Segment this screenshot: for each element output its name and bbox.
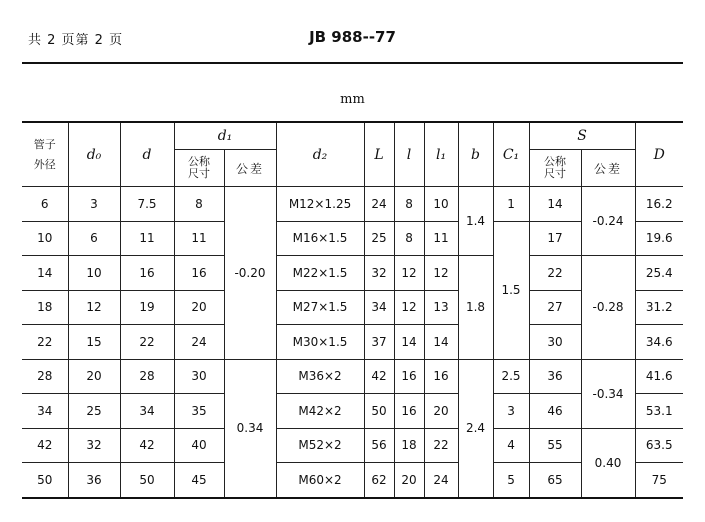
cell-b: 1.8 — [458, 256, 493, 360]
header-pipe-od — [22, 122, 68, 187]
cell-d0: 3 — [68, 187, 120, 222]
cell-l: 8 — [394, 187, 424, 222]
cell-d: 7.5 — [120, 187, 174, 222]
cell-d: 50 — [120, 463, 174, 498]
cell-S: 14 — [529, 187, 581, 222]
cell-L: 34 — [364, 290, 394, 325]
cell-S: 36 — [529, 359, 581, 394]
cell-L: 50 — [364, 394, 394, 429]
cell-d2: M27×1.5 — [276, 290, 364, 325]
header-S-nominal-line1: 公称 — [544, 155, 567, 168]
cell-C1: 1.5 — [493, 221, 529, 359]
header-pipe-od-line2: 外径 — [33, 157, 56, 171]
cell-d1-tolerance: -0.20 — [224, 187, 276, 360]
document-code: JB 988--77 — [309, 28, 396, 46]
header-rule — [22, 62, 683, 64]
cell-S: 17 — [529, 221, 581, 256]
cell-d2: M30×1.5 — [276, 325, 364, 360]
table-row — [22, 256, 683, 291]
cell-d: 42 — [120, 428, 174, 463]
cell-d2: M12×1.25 — [276, 187, 364, 222]
cell-D: 41.6 — [635, 359, 683, 394]
cell-l: 16 — [394, 394, 424, 429]
cell-pipe-od: 50 — [22, 463, 68, 498]
header-L: L — [364, 122, 394, 187]
cell-L: 56 — [364, 428, 394, 463]
header-d1-nominal-line1: 公称 — [188, 155, 210, 168]
cell-d0: 36 — [68, 463, 120, 498]
cell-d: 34 — [120, 394, 174, 429]
cell-C1: 2.5 — [493, 359, 529, 394]
cell-L: 24 — [364, 187, 394, 222]
cell-d0: 25 — [68, 394, 120, 429]
table-row — [22, 428, 683, 463]
cell-pipe-od: 6 — [22, 187, 68, 222]
cell-D: 75 — [635, 463, 683, 498]
header-d: d — [120, 122, 174, 187]
page-count: 共 2 页第 2 页 — [28, 33, 124, 48]
cell-l1: 20 — [424, 394, 458, 429]
header-D: D — [635, 122, 683, 187]
cell-pipe-od: 10 — [22, 221, 68, 256]
cell-d2: M16×1.5 — [276, 221, 364, 256]
cell-S: 65 — [529, 463, 581, 498]
cell-d1: 8 — [174, 187, 224, 222]
cell-pipe-od: 42 — [22, 428, 68, 463]
header-S-tolerance: 公差 — [581, 150, 635, 187]
unit-label: mm — [340, 92, 365, 107]
table-row — [22, 359, 683, 394]
cell-l: 12 — [394, 290, 424, 325]
cell-L: 62 — [364, 463, 394, 498]
cell-l1: 11 — [424, 221, 458, 256]
cell-l1: 12 — [424, 256, 458, 291]
dimension-table — [22, 121, 683, 499]
header-d1: d₁ — [174, 122, 276, 150]
cell-d0: 12 — [68, 290, 120, 325]
cell-pipe-od: 22 — [22, 325, 68, 360]
cell-L: 25 — [364, 221, 394, 256]
cell-l: 20 — [394, 463, 424, 498]
header-d2: d₂ — [276, 122, 364, 187]
cell-d: 28 — [120, 359, 174, 394]
cell-L: 37 — [364, 325, 394, 360]
cell-d2: M42×2 — [276, 394, 364, 429]
cell-C1: 3 — [493, 394, 529, 429]
cell-l: 12 — [394, 256, 424, 291]
header-b: b — [458, 122, 493, 187]
cell-pipe-od: 28 — [22, 359, 68, 394]
cell-d0: 6 — [68, 221, 120, 256]
table-row — [22, 187, 683, 222]
cell-D: 25.4 — [635, 256, 683, 291]
cell-l: 14 — [394, 325, 424, 360]
cell-D: 19.6 — [635, 221, 683, 256]
cell-l1: 16 — [424, 359, 458, 394]
cell-D: 16.2 — [635, 187, 683, 222]
cell-d2: M52×2 — [276, 428, 364, 463]
header-d1-tolerance: 公差 — [224, 150, 276, 187]
cell-d1: 16 — [174, 256, 224, 291]
cell-l: 16 — [394, 359, 424, 394]
header-pipe-od-line1: 管子 — [33, 137, 56, 151]
cell-S: 22 — [529, 256, 581, 291]
header-l1: l₁ — [424, 122, 458, 187]
cell-D: 34.6 — [635, 325, 683, 360]
cell-S: 46 — [529, 394, 581, 429]
header-d0: d₀ — [68, 122, 120, 187]
cell-d1: 24 — [174, 325, 224, 360]
cell-S: 30 — [529, 325, 581, 360]
cell-d1: 11 — [174, 221, 224, 256]
cell-D: 53.1 — [635, 394, 683, 429]
cell-l1: 22 — [424, 428, 458, 463]
header-d1-nominal — [174, 150, 224, 187]
cell-pipe-od: 18 — [22, 290, 68, 325]
cell-C1: 1 — [493, 187, 529, 222]
cell-d0: 20 — [68, 359, 120, 394]
header-S-nominal — [529, 150, 581, 187]
header-l: l — [394, 122, 424, 187]
cell-d: 11 — [120, 221, 174, 256]
cell-pipe-od: 34 — [22, 394, 68, 429]
cell-d2: M22×1.5 — [276, 256, 364, 291]
cell-d: 16 — [120, 256, 174, 291]
cell-d0: 15 — [68, 325, 120, 360]
cell-D: 31.2 — [635, 290, 683, 325]
header-S: S — [529, 122, 635, 150]
header-S-nominal-line2: 尺寸 — [544, 167, 567, 180]
cell-S-tolerance: -0.34 — [581, 359, 635, 428]
cell-d1: 35 — [174, 394, 224, 429]
cell-b: 2.4 — [458, 359, 493, 498]
header-C1: C₁ — [493, 122, 529, 187]
page-header — [0, 0, 705, 70]
cell-C1: 4 — [493, 428, 529, 463]
cell-C1: 5 — [493, 463, 529, 498]
cell-S-tolerance: -0.24 — [581, 187, 635, 256]
cell-d1: 20 — [174, 290, 224, 325]
cell-l: 8 — [394, 221, 424, 256]
cell-d1: 45 — [174, 463, 224, 498]
cell-b: 1.4 — [458, 187, 493, 256]
cell-d0: 10 — [68, 256, 120, 291]
cell-L: 42 — [364, 359, 394, 394]
cell-S: 27 — [529, 290, 581, 325]
cell-S-tolerance: 0.40 — [581, 428, 635, 498]
cell-S-tolerance: -0.28 — [581, 256, 635, 360]
cell-d1-tolerance: 0.34 — [224, 359, 276, 498]
cell-d2: M36×2 — [276, 359, 364, 394]
cell-D: 63.5 — [635, 428, 683, 463]
cell-L: 32 — [364, 256, 394, 291]
header-d1-nominal-line2: 尺寸 — [188, 167, 210, 180]
cell-d2: M60×2 — [276, 463, 364, 498]
cell-l1: 13 — [424, 290, 458, 325]
cell-l1: 14 — [424, 325, 458, 360]
cell-l1: 10 — [424, 187, 458, 222]
cell-d: 19 — [120, 290, 174, 325]
cell-d0: 32 — [68, 428, 120, 463]
cell-d1: 40 — [174, 428, 224, 463]
cell-l1: 24 — [424, 463, 458, 498]
cell-pipe-od: 14 — [22, 256, 68, 291]
cell-S: 55 — [529, 428, 581, 463]
cell-d: 22 — [120, 325, 174, 360]
cell-l: 18 — [394, 428, 424, 463]
cell-d1: 30 — [174, 359, 224, 394]
header-row-1 — [22, 122, 683, 150]
